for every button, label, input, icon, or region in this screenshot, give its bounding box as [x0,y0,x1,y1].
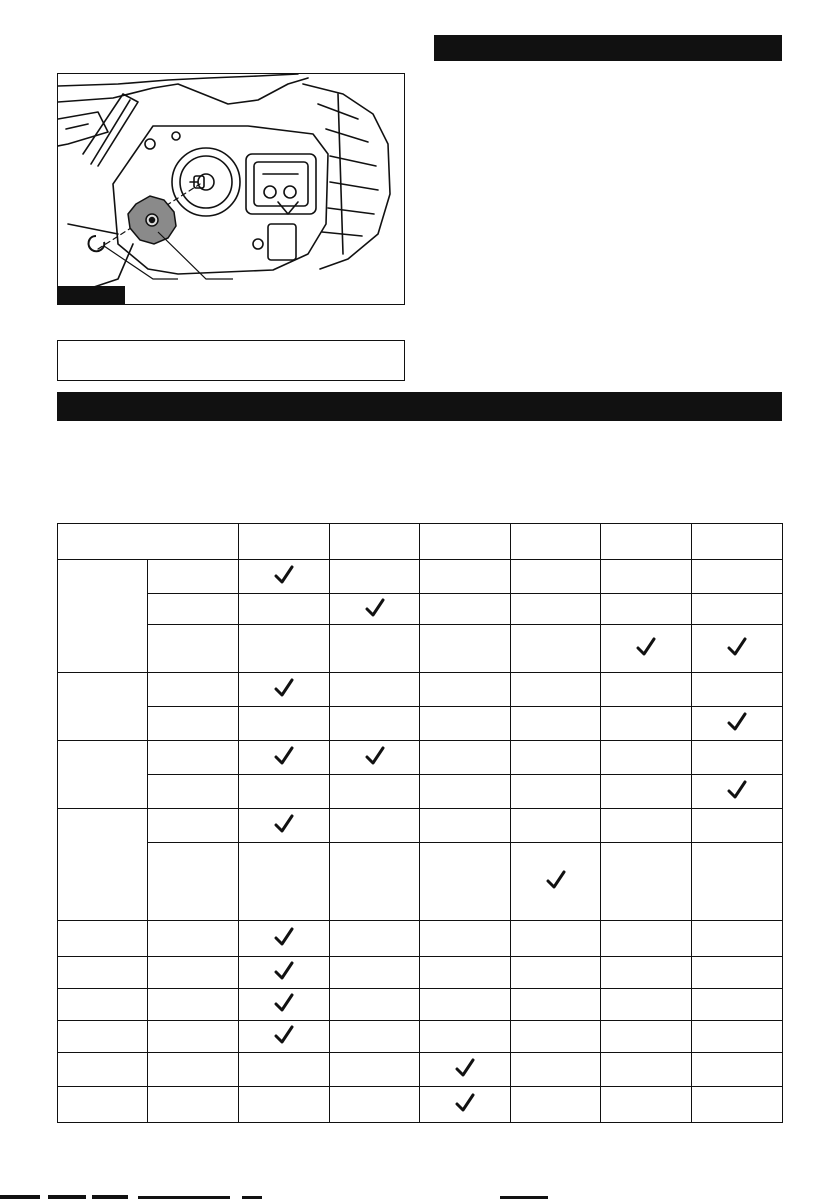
header-cell-interval [239,524,330,560]
interval-cell [420,957,511,989]
interval-cell [330,1053,420,1087]
interval-cell [420,843,511,921]
check-mark-icon [546,870,566,890]
interval-cell [601,921,692,957]
check-mark-icon [274,678,294,698]
interval-cell [239,775,330,809]
check-mark-icon [274,927,294,947]
item-cell [148,957,239,989]
interval-cell [692,625,783,673]
header-cell-interval [511,524,601,560]
interval-cell [330,707,420,741]
interval-cell [330,741,420,775]
check-mark-icon [727,712,747,732]
table-row [58,1087,783,1123]
table-row [58,673,783,707]
check-mark-icon [455,1093,475,1113]
section-header-bar-maintenance [57,392,782,421]
table-row [58,775,783,809]
table-row [58,957,783,989]
interval-cell [511,809,601,843]
interval-cell [330,594,420,625]
interval-cell [420,1021,511,1053]
check-mark-icon [455,1058,475,1078]
group-cell [58,560,148,673]
chain-sprocket-diagram-icon [58,74,405,305]
check-mark-icon [274,814,294,834]
interval-cell [239,921,330,957]
interval-cell [692,1021,783,1053]
interval-cell [511,594,601,625]
item-cell [148,1087,239,1123]
item-cell [148,594,239,625]
interval-cell [420,560,511,594]
interval-cell [330,775,420,809]
table-row [58,560,783,594]
table-row [58,809,783,843]
interval-cell [692,957,783,989]
interval-cell [692,809,783,843]
interval-cell [330,921,420,957]
interval-cell [692,1087,783,1123]
table-row [58,843,783,921]
check-mark-icon [727,637,747,657]
interval-cell [239,625,330,673]
check-mark-icon [636,637,656,657]
interval-cell [239,957,330,989]
footer-text-fragment [0,1193,840,1199]
interval-cell [239,843,330,921]
interval-cell [330,809,420,843]
table-row [58,1021,783,1053]
item-cell [148,921,239,957]
interval-cell [420,594,511,625]
interval-cell [692,989,783,1021]
interval-cell [601,957,692,989]
interval-cell [601,989,692,1021]
item-cell [148,741,239,775]
group-cell [58,1087,148,1123]
interval-cell [420,625,511,673]
group-cell [58,1021,148,1053]
interval-cell [692,1053,783,1087]
interval-cell [330,989,420,1021]
check-mark-icon [274,961,294,981]
interval-cell [330,673,420,707]
interval-cell [692,775,783,809]
table-row [58,921,783,957]
interval-cell [420,741,511,775]
item-cell [148,625,239,673]
interval-cell [601,625,692,673]
interval-cell [239,560,330,594]
table-row [58,707,783,741]
interval-cell [239,809,330,843]
interval-cell [511,1021,601,1053]
interval-cell [330,1087,420,1123]
section-header-bar-top [434,35,782,61]
interval-cell [239,707,330,741]
item-cell [148,707,239,741]
interval-cell [601,707,692,741]
interval-cell [239,989,330,1021]
group-cell [58,673,148,741]
check-mark-icon [274,1025,294,1045]
interval-cell [601,775,692,809]
interval-cell [330,625,420,673]
interval-cell [692,843,783,921]
group-cell [58,989,148,1021]
interval-cell [330,957,420,989]
table-row [58,741,783,775]
table-row [58,594,783,625]
interval-cell [601,1021,692,1053]
check-mark-icon [274,993,294,1013]
item-cell [148,843,239,921]
interval-cell [511,673,601,707]
group-cell [58,741,148,809]
sprocket-figure [57,73,405,305]
interval-cell [511,1087,601,1123]
maintenance-schedule-table [57,523,783,1123]
interval-cell [511,921,601,957]
check-mark-icon [274,565,294,585]
check-mark-icon [274,746,294,766]
interval-cell [511,741,601,775]
interval-cell [511,707,601,741]
interval-cell [420,1053,511,1087]
interval-cell [511,843,601,921]
interval-cell [239,1087,330,1123]
interval-cell [692,707,783,741]
interval-cell [420,921,511,957]
header-cell-interval [420,524,511,560]
item-cell [148,989,239,1021]
interval-cell [330,1021,420,1053]
interval-cell [601,741,692,775]
interval-cell [601,594,692,625]
interval-cell [692,921,783,957]
interval-cell [330,843,420,921]
interval-cell [692,741,783,775]
check-mark-icon [365,746,385,766]
table-row [58,1053,783,1087]
check-mark-icon [727,780,747,800]
group-cell [58,809,148,921]
table-header-row [58,524,783,560]
interval-cell [601,1087,692,1123]
footer-strip [0,1186,840,1192]
check-mark-icon [365,598,385,618]
item-cell [148,1053,239,1087]
interval-cell [420,673,511,707]
header-cell-interval [601,524,692,560]
table-row [58,625,783,673]
group-cell [58,957,148,989]
item-cell [148,673,239,707]
interval-cell [511,625,601,673]
interval-cell [511,560,601,594]
interval-cell [420,1087,511,1123]
header-cell-interval [330,524,420,560]
interval-cell [511,1053,601,1087]
interval-cell [420,707,511,741]
interval-cell [601,673,692,707]
interval-cell [601,560,692,594]
interval-cell [239,1021,330,1053]
interval-cell [692,673,783,707]
item-cell [148,775,239,809]
interval-cell [239,594,330,625]
interval-cell [420,775,511,809]
item-cell [148,1021,239,1053]
interval-cell [692,594,783,625]
group-cell [58,921,148,957]
item-cell [148,809,239,843]
item-cell [148,560,239,594]
interval-cell [511,775,601,809]
figure-label-tag [58,286,125,304]
interval-cell [601,809,692,843]
interval-cell [239,673,330,707]
interval-cell [511,957,601,989]
table-row [58,989,783,1021]
interval-cell [420,809,511,843]
interval-cell [239,741,330,775]
interval-cell [692,560,783,594]
interval-cell [239,1053,330,1087]
interval-cell [601,1053,692,1087]
interval-cell [420,989,511,1021]
interval-cell [601,843,692,921]
header-cell-interval [692,524,783,560]
interval-cell [330,560,420,594]
note-box [57,340,405,381]
header-cell-item [58,524,239,560]
group-cell [58,1053,148,1087]
interval-cell [511,989,601,1021]
